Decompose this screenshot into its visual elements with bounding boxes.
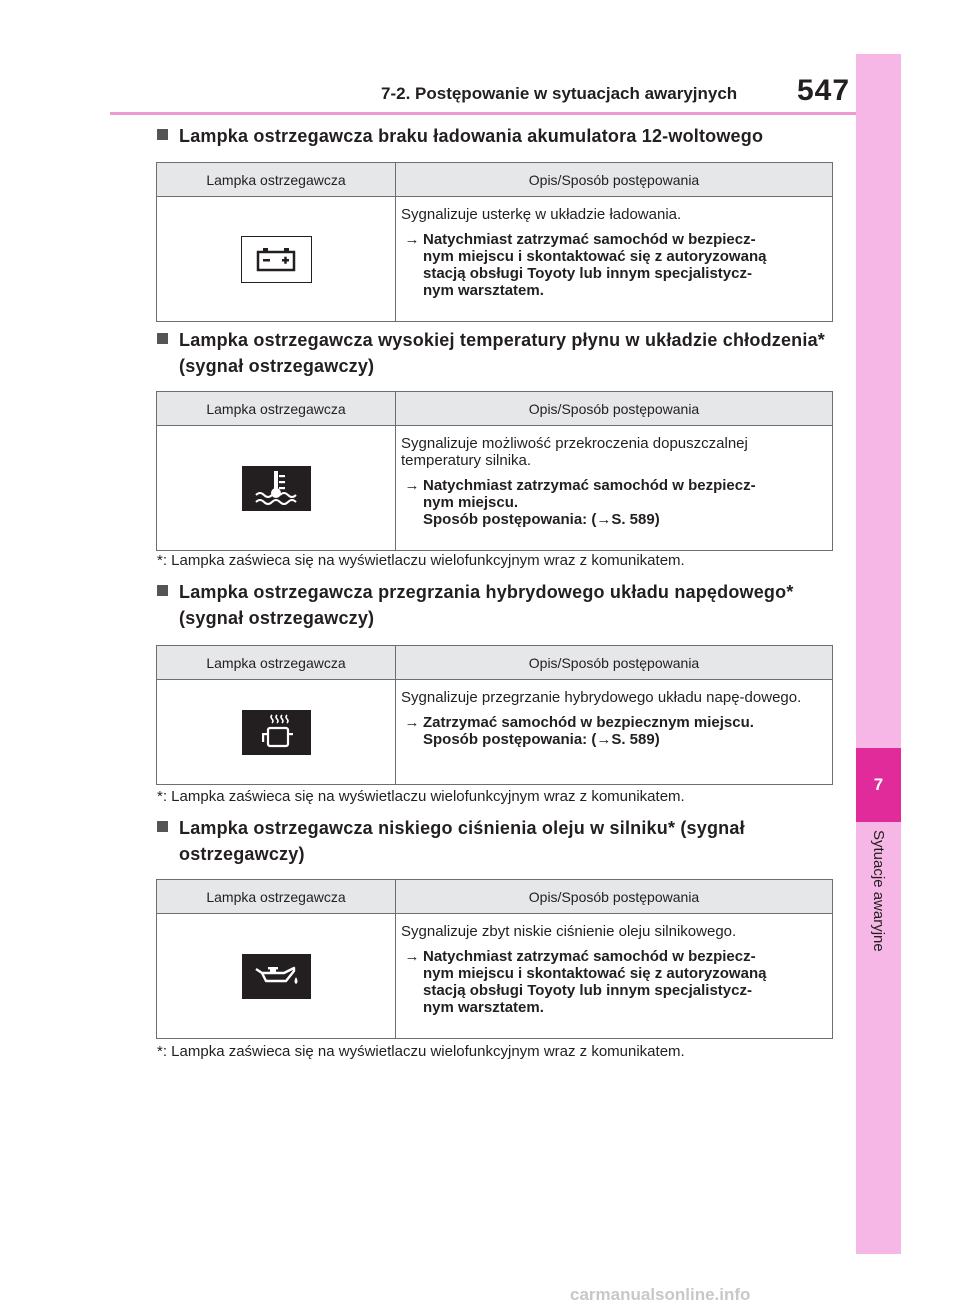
chapter-number: 7 — [856, 748, 901, 822]
table-row: Sygnalizuje możliwość przekroczenia dopuszczalnej temperatury silnika. → Natychmiast zatrzymać samochód w bezpiecz- nym miejscu. Sposób postępowania: (→S. 589) — [157, 426, 832, 550]
warning-table — [156, 391, 833, 551]
coolant-temperature-icon — [242, 466, 311, 511]
arrow-icon: → — [404, 477, 420, 494]
warning-table — [156, 879, 833, 1039]
section-heading: Lampka ostrzegawcza braku ładowania akumulatora 12-woltowego — [157, 123, 839, 149]
battery-icon — [241, 236, 312, 283]
footnote: *: Lampka zaświeca się na wyświetlaczu wielofunkcyjnym wraz z komunikatem. — [157, 788, 685, 805]
page-number: 547 — [797, 74, 851, 107]
bullet-square-icon — [157, 333, 168, 344]
section-heading: Lampka ostrzegawcza wysokiej temperatury płynu w układzie chłodzenia* (sygnał ostrzegawczy) — [157, 327, 839, 379]
watermark: carmanualsonline.info — [570, 1285, 751, 1304]
bullet-square-icon — [157, 129, 168, 140]
header-description: Opis/Sposób postępowania — [528, 171, 700, 188]
arrow-icon: → — [404, 948, 420, 965]
hybrid-system-overheat-icon — [242, 710, 311, 755]
footnote: *: Lampka zaświeca się na wyświetlaczu wielofunkcyjnym wraz z komunikatem. — [157, 1043, 685, 1060]
section-heading: Lampka ostrzegawcza niskiego ciśnienia oleju w silniku* (sygnał ostrzegawczy) — [157, 815, 839, 867]
table-row: Sygnalizuje zbyt niskie ciśnienie oleju silnikowego. → Natychmiast zatrzymać samochód w bezpiecz- nym miejscu i skontaktować się z autoryzowaną stacją obsługi Toyoty lub innym specjalistycz- nym warsztatem. — [157, 914, 832, 1038]
header-divider — [110, 112, 856, 115]
description-text: Sygnalizuje usterkę w układzie ładowania. — [401, 206, 682, 223]
table-header: Lampka ostrzegawcza Opis/Sposób postępowania — [157, 646, 832, 680]
table-header: Lampka ostrzegawcza Opis/Sposób postępowania — [157, 392, 832, 426]
header-warning-light: Lampka ostrzegawcza — [157, 163, 396, 196]
table-row: Sygnalizuje przegrzanie hybrydowego układu napę-dowego. → Zatrzymać samochód w bezpiecznym miejscu. Sposób postępowania: (→S. 589) — [157, 680, 832, 784]
action-text: → Natychmiast zatrzymać samochód w bezpiecz- nym miejscu i skontaktować się z autoryzowaną stacją obsługi Toyoty lub innym specjalistycz- nym warsztatem. — [401, 231, 826, 299]
chapter-side-tab — [856, 54, 901, 1254]
arrow-icon: → — [404, 231, 420, 248]
table-header — [157, 163, 832, 197]
arrow-icon: → — [404, 714, 420, 731]
table-header: Lampka ostrzegawcza Opis/Sposób postępowania — [157, 880, 832, 914]
warning-table — [156, 645, 833, 785]
table-row — [157, 197, 832, 321]
footnote: *: Lampka zaświeca się na wyświetlaczu wielofunkcyjnym wraz z komunikatem. — [157, 552, 685, 569]
oil-pressure-icon — [242, 954, 311, 999]
warning-table — [156, 162, 833, 322]
section-title: 7-2. Postępowanie w sytuacjach awaryjnych — [381, 84, 738, 103]
bullet-square-icon — [157, 821, 168, 832]
section-heading: Lampka ostrzegawcza przegrzania hybrydowego układu napędowego* (sygnał ostrzegawczy) — [157, 579, 839, 631]
chapter-title: Sytuacje awaryjne — [870, 830, 887, 952]
bullet-square-icon — [157, 585, 168, 596]
